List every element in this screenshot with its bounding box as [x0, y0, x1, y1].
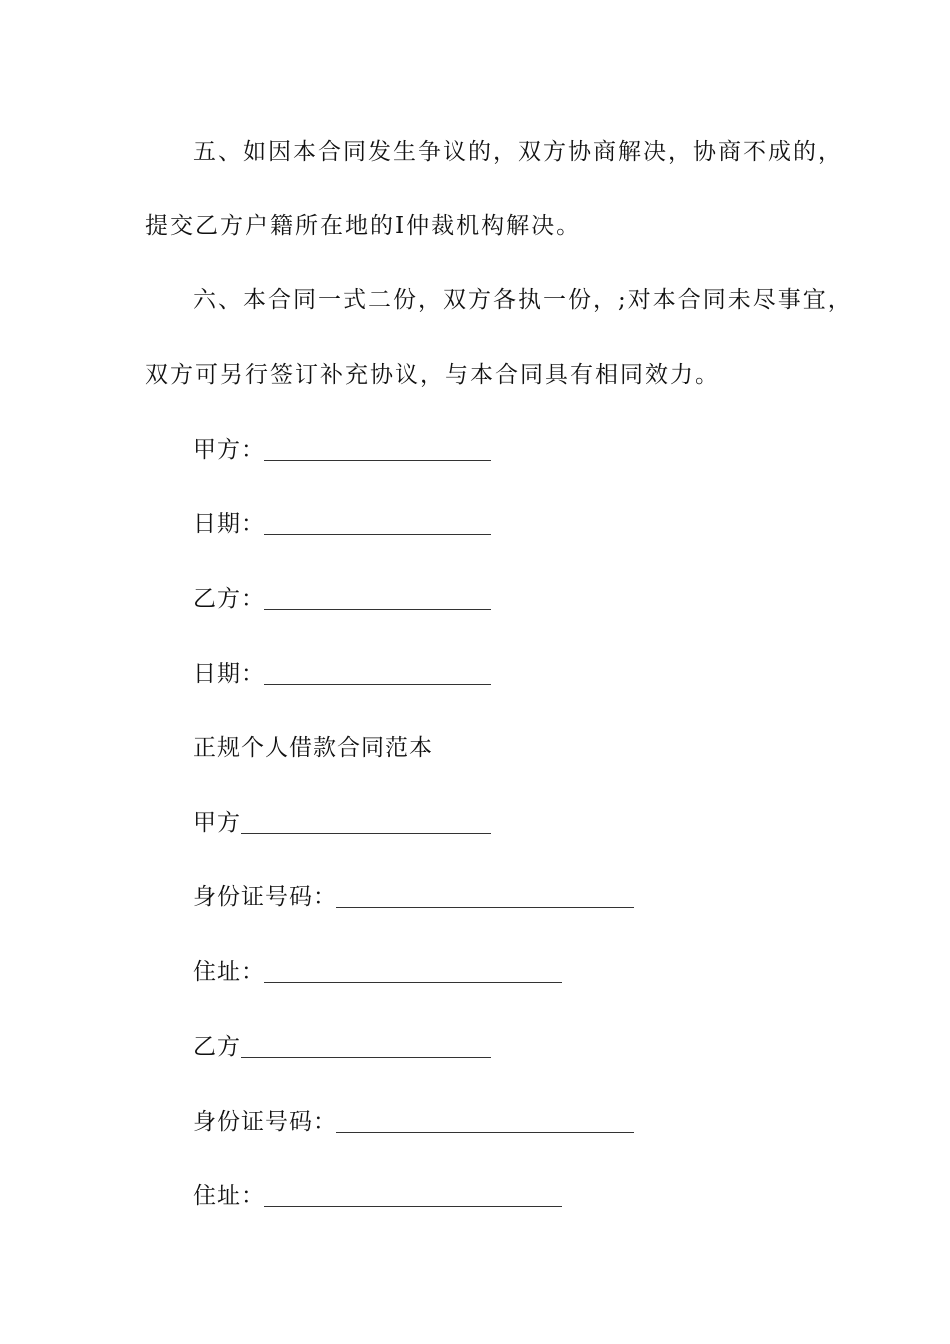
borrower-name-label: 乙方 [193, 1034, 241, 1060]
party-a-signature-blank[interactable] [264, 460, 491, 461]
borrower-address-label: 住址： [193, 1183, 265, 1209]
paragraph-dispute-line-1: 五、如因本合同发生争议的，双方协商解决，协商不成的， [193, 139, 843, 165]
paragraph-copies-line-2: 双方可另行签订补充协议，与本合同具有相同效力。 [145, 362, 720, 388]
borrower-id-blank[interactable] [336, 1132, 634, 1133]
paragraph-copies-line-1: 六、本合同一式二份，双方各执一份，;对本合同未尽事宜， [193, 287, 853, 313]
lender-name-label: 甲方 [193, 810, 241, 836]
borrower-name-blank[interactable] [241, 1057, 491, 1058]
borrower-id-label: 身份证号码： [193, 1109, 337, 1135]
section-title: 正规个人借款合同范本 [193, 735, 433, 761]
party-b-date-blank[interactable] [264, 684, 491, 685]
party-a-date-label: 日期： [193, 511, 265, 537]
lender-address-blank[interactable] [264, 982, 562, 983]
party-b-signature-blank[interactable] [264, 609, 491, 610]
lender-id-blank[interactable] [336, 907, 634, 908]
lender-name-blank[interactable] [241, 833, 491, 834]
party-b-signature-label: 乙方： [193, 586, 265, 612]
paragraph-dispute-line-2: 提交乙方户籍所在地的I仲裁机构解决。 [145, 213, 582, 239]
lender-id-label: 身份证号码： [193, 884, 337, 910]
party-a-signature-label: 甲方： [193, 437, 265, 463]
party-b-date-label: 日期： [193, 661, 265, 687]
lender-address-label: 住址： [193, 959, 265, 985]
borrower-address-blank[interactable] [264, 1206, 562, 1207]
party-a-date-blank[interactable] [264, 534, 491, 535]
